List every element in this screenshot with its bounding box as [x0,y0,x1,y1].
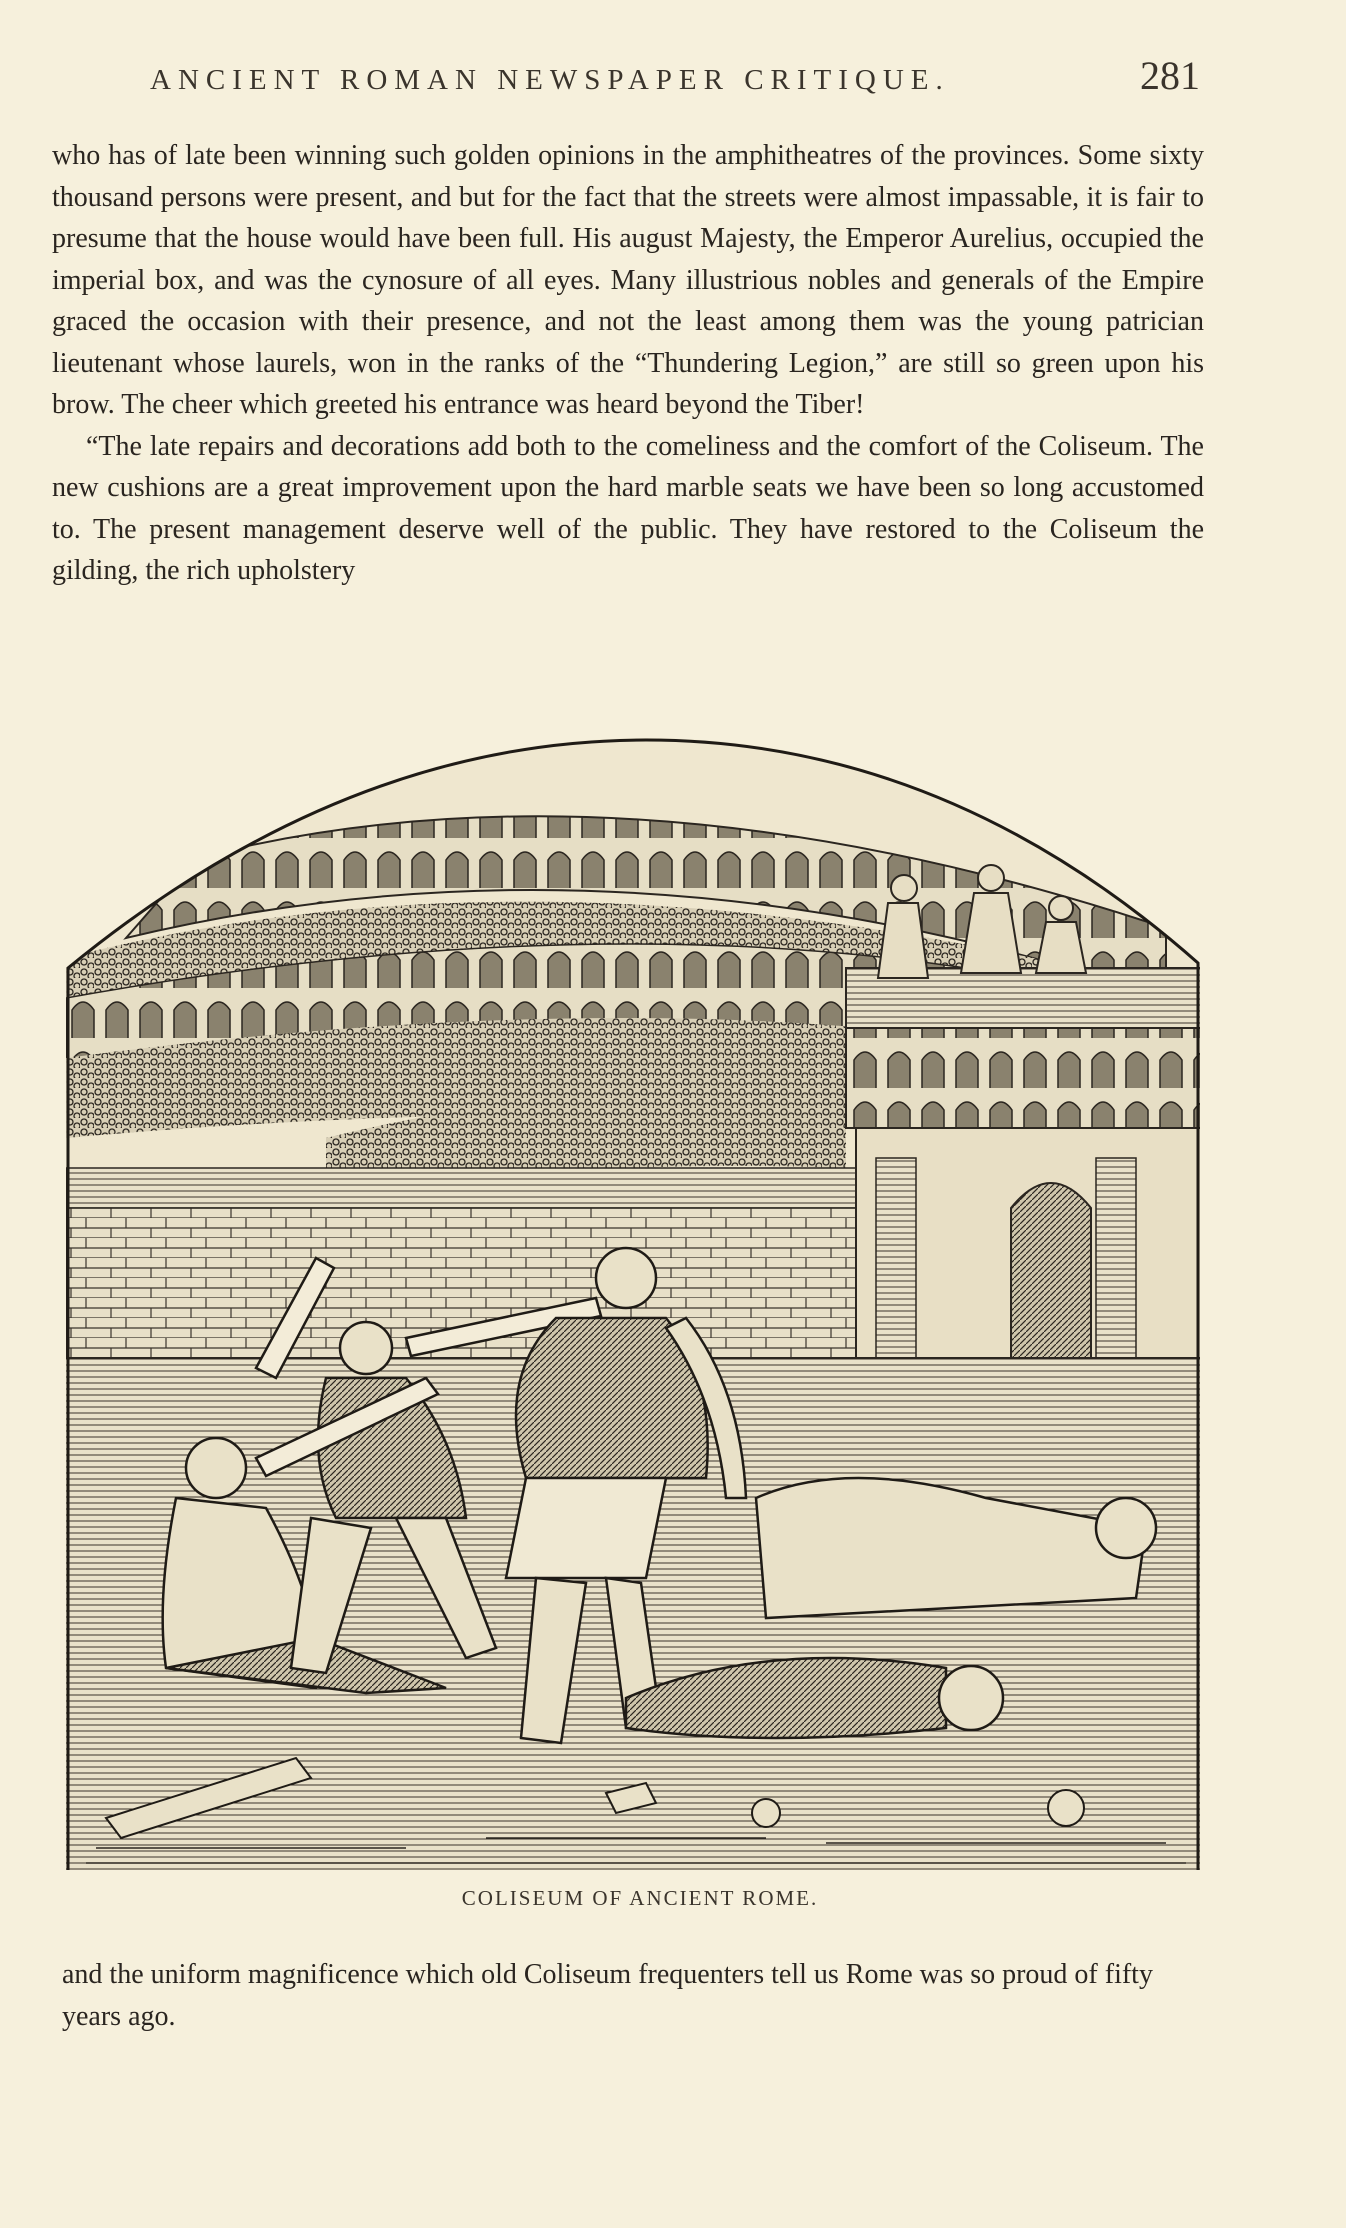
illustration-caption: COLISEUM OF ANCIENT ROME. [461,1886,819,1910]
body-text [52,135,1204,592]
paragraph-1: who has of late been winning such golden opinions in the amphitheatres of the provinces. Some sixty thousand persons were present, and but for the fact that the streets were almost impassable, it is fair to presume that the house would have been full. His august Majesty, the Emperor Aurelius, occupied the imperial box, and was the cynosure of all eyes. Many illustrious nobles and generals of the Empire graced the occasion with their presence, and not the least among them was the young patrician lieutenant whose laurels, won in the ranks of the “Thundering Legion,” are still so green upon his brow. The cheer which greeted his entrance was heard beyond the Tiber! [52,140,1204,420]
paragraph-2: “The late repairs and decorations add both to the comeliness and the comfort of the Coliseum. The new cushions are a great improvement upon the hard marble seats we have been so long accustomed to. The present management deserve well of the public. They have restored to the Coliseum the gilding, the rich upholstery [52,430,1204,586]
coliseum-engraving [66,738,1213,1870]
closing-paragraph: and the uniform magnificence which old Coliseum frequenters tell us Rome was so proud of fifty years ago. [62,1959,1153,2032]
page-number: 281 [1140,53,1200,98]
running-head [150,52,1200,99]
closing-text [62,1954,1212,2038]
running-title: ANCIENT ROMAN NEWSPAPER CRITIQUE. [150,64,950,96]
